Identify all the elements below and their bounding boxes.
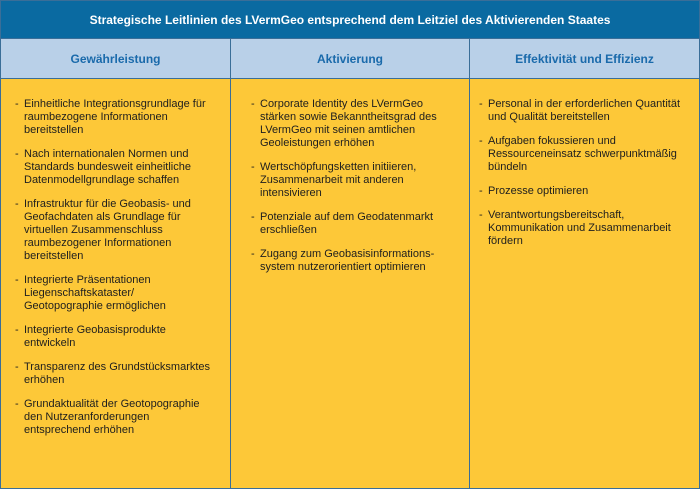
column-divider [469,39,470,488]
list-item: - Nach internationalen Normen und Standards bundesweit einheitliche Datenmodellgrundlage schaffen [15,148,215,187]
list-item: - Integrierte Geobasisprodukte entwickeln [15,324,215,350]
list-item: - Wertschöpfungsketten initiieren, Zusammenarbeit mit anderen intensivieren [251,161,456,200]
column-heading-gewaehrleistung: Gewährleistung [1,39,230,79]
list-item: - Aufgaben fokussieren und Ressourceneinsatz schwerpunktmäßig bündeln [479,135,691,174]
column-body-aktivierung [251,79,456,488]
column-divider [230,39,231,488]
list-item: - Personal in der erforderlichen Quantität und Qualität bereitstellen [479,98,691,124]
column-body-gewaehrleistung [15,79,215,488]
list-item: - Integrierte Präsentationen Liegenschaftskataster/ Geotopographie ermöglichen [15,274,215,313]
list-item: - Verantwortungsbereitschaft, Kommunikation und Zusammenarbeit fördern [479,209,691,248]
list-item: - Prozesse optimieren [479,185,691,198]
column-body-effektivitaet [479,79,691,488]
list-item: - Potenziale auf dem Geodatenmarkt erschließen [251,211,456,237]
list-item: - Einheitliche Integrationsgrundlage für raumbezogene Informationen bereitstellen [15,98,215,137]
list-item: - Zugang zum Geobasisinformations-system nutzerorientiert optimieren [251,248,456,274]
list-item: - Grundaktualität der Geotopographie den Nutzeranforderungen entsprechend erhöhen [15,398,215,437]
table-title: Strategische Leitlinien des LVermGeo entsprechend dem Leitziel des Aktivierenden Staates [1,1,699,39]
column-heading-effektivitaet: Effektivität und Effizienz [470,39,699,79]
list-item: - Corporate Identity des LVermGeo stärken sowie Bekanntheitsgrad des LVermGeo mit seinen amtlichen Geoleistungen erhöhen [251,98,456,150]
list-item: - Transparenz des Grundstücksmarktes erhöhen [15,361,215,387]
column-heading-aktivierung: Aktivierung [231,39,469,79]
list-item: - Infrastruktur für die Geobasis- und Geofachdaten als Grundlage für virtuellen Zusammenschluss raumbezogener Informationen bereitstellen [15,198,215,263]
